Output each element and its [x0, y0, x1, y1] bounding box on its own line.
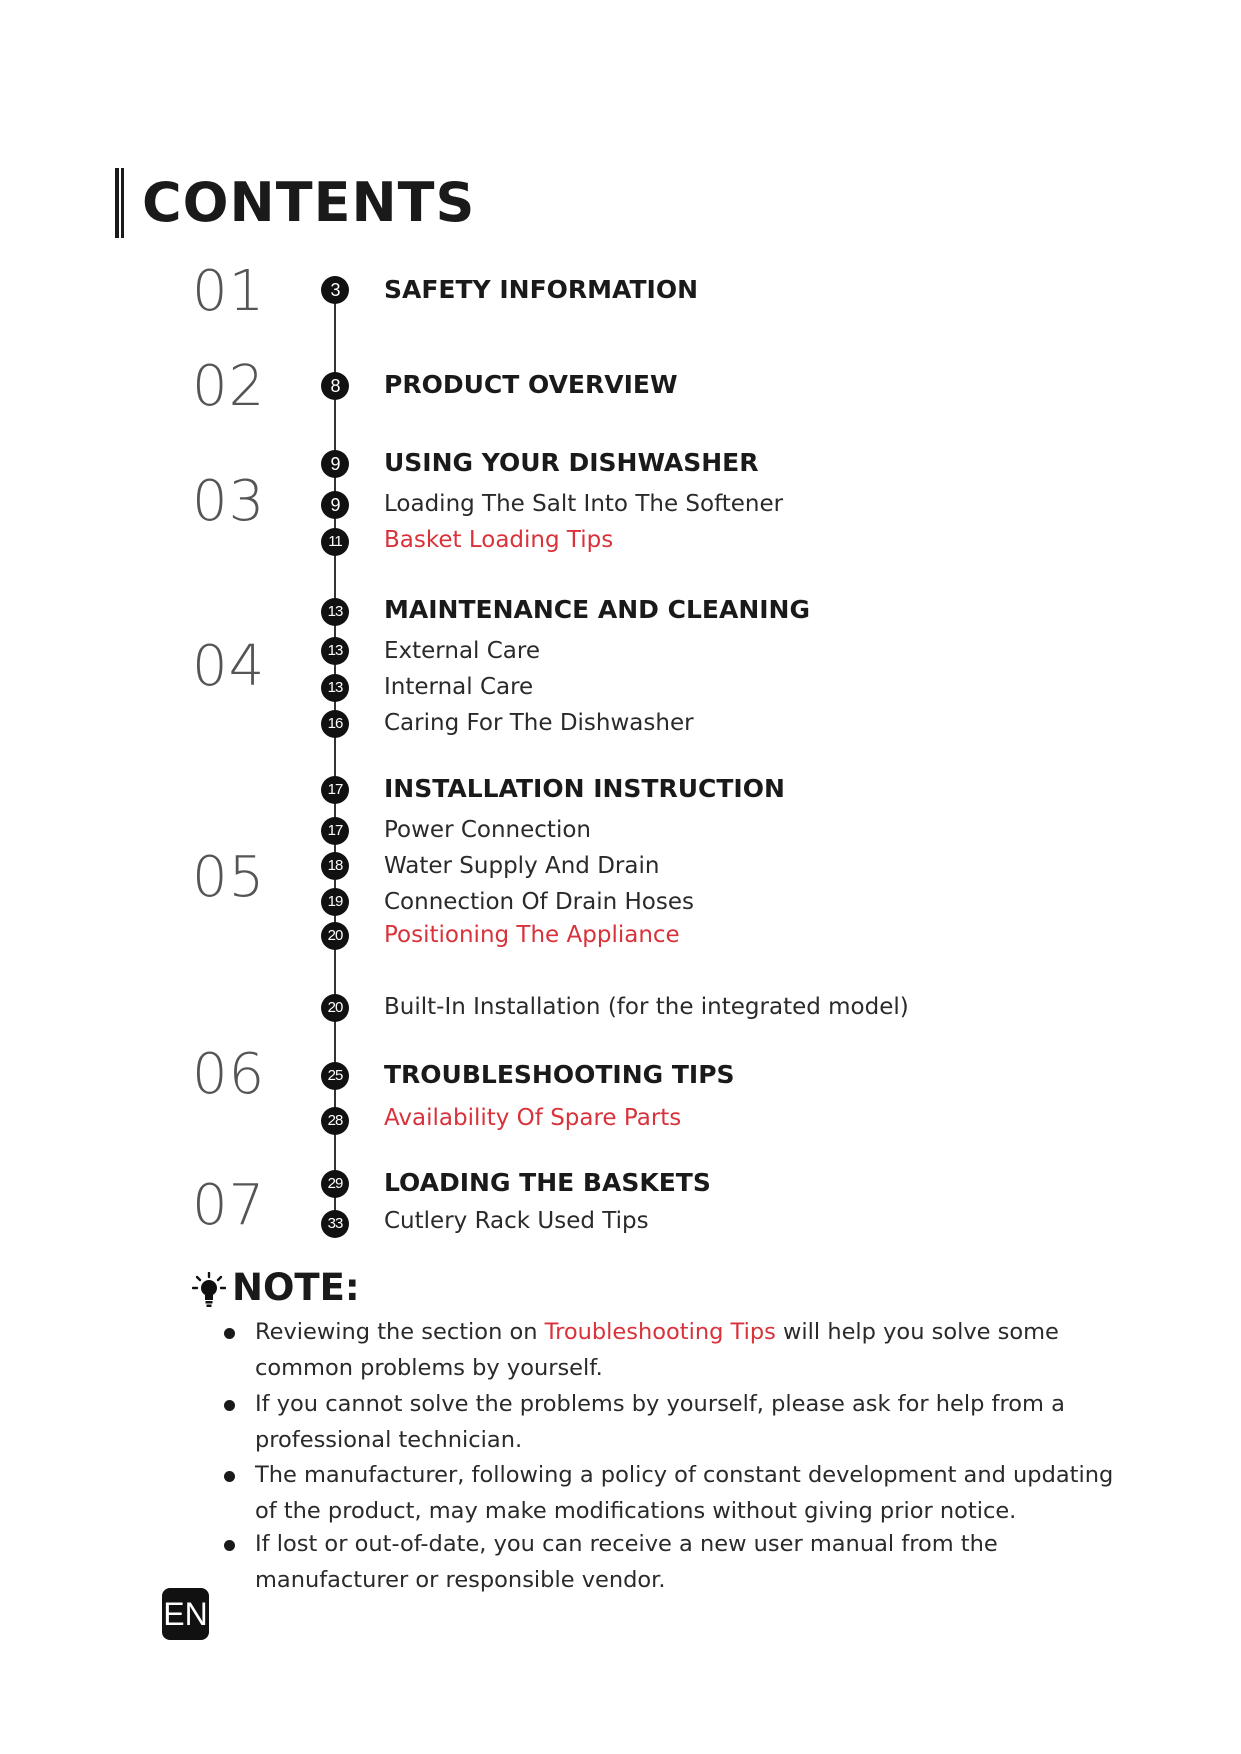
page-badge: 13: [321, 637, 349, 665]
page-badge: 17: [321, 776, 349, 804]
note-item-1: [255, 1314, 1125, 1386]
note-item-3: The manufacturer, following a policy of constant development and updating of the product, may make modifications without giving prior notice.: [255, 1462, 1114, 1524]
page-badge: 13: [321, 674, 349, 702]
title-accent-bar: [115, 168, 119, 238]
note-title: NOTE:: [232, 1266, 360, 1309]
page-badge: 29: [321, 1170, 349, 1198]
page-badge: 8: [321, 372, 349, 400]
page-title: CONTENTS: [142, 171, 476, 234]
page-badge: 16: [321, 710, 349, 738]
toc-entry-caring-for-dishwasher[interactable]: Caring For The Dishwasher: [384, 710, 694, 736]
toc-entry-positioning-the-appliance[interactable]: Positioning The Appliance: [384, 922, 680, 948]
toc-entry-internal-care[interactable]: Internal Care: [384, 674, 534, 700]
title-accent-bar-inner: [121, 168, 124, 238]
bullet-dot: [224, 1471, 235, 1482]
bullet-dot: [224, 1400, 235, 1411]
page-badge: 20: [321, 994, 349, 1022]
note-item-4: If lost or out-of-date, you can receive a new user manual from the manufacturer or responsible vendor.: [255, 1531, 998, 1593]
chapter-number-04: 04: [192, 634, 266, 699]
toc-entry-basket-loading-tips[interactable]: Basket Loading Tips: [384, 527, 614, 553]
toc-entry-safety-information[interactable]: SAFETY INFORMATION: [384, 275, 698, 304]
toc-entry-maintenance-and-cleaning[interactable]: MAINTENANCE AND CLEANING: [384, 595, 811, 624]
page-badge: 9: [321, 450, 349, 478]
page-badge: 18: [321, 852, 349, 880]
note-item-2: If you cannot solve the problems by yourself, please ask for help from a professional technician.: [255, 1391, 1065, 1453]
chapter-number-02: 02: [192, 354, 266, 419]
troubleshooting-link[interactable]: Troubleshooting Tips: [544, 1319, 776, 1345]
page-badge: 9: [321, 491, 349, 519]
page-badge: 20: [321, 922, 349, 950]
toc-entry-power-connection[interactable]: Power Connection: [384, 817, 591, 843]
toc-entry-built-in-installation[interactable]: Built-In Installation (for the integrated model): [384, 994, 909, 1020]
page-badge: 11: [321, 528, 349, 556]
language-badge: EN: [162, 1588, 209, 1640]
toc-entry-troubleshooting-tips[interactable]: TROUBLESHOOTING TIPS: [384, 1060, 735, 1089]
bullet-dot: [224, 1540, 235, 1551]
page-badge: 17: [321, 817, 349, 845]
page-badge: 33: [321, 1210, 349, 1238]
toc-entry-availability-of-spare-parts[interactable]: Availability Of Spare Parts: [384, 1105, 682, 1131]
toc-entry-water-supply-and-drain[interactable]: Water Supply And Drain: [384, 853, 660, 879]
chapter-number-07: 07: [192, 1173, 266, 1238]
bullet-dot: [224, 1328, 235, 1339]
chapter-number-06: 06: [192, 1042, 266, 1107]
lightbulb-icon: [192, 1272, 226, 1308]
page-badge: 3: [321, 276, 349, 304]
chapter-number-03: 03: [192, 469, 266, 534]
page-badge: 19: [321, 888, 349, 916]
page-badge: 28: [321, 1107, 349, 1135]
page-badge: 25: [321, 1062, 349, 1090]
note-item-1-before: Reviewing the section on: [255, 1319, 545, 1345]
toc-entry-cutlery-rack-used-tips[interactable]: Cutlery Rack Used Tips: [384, 1208, 649, 1234]
chapter-number-05: 05: [192, 845, 266, 910]
toc-entry-loading-salt[interactable]: Loading The Salt Into The Softener: [384, 491, 784, 517]
toc-entry-product-overview[interactable]: PRODUCT OVERVIEW: [384, 370, 678, 399]
page-badge: 13: [321, 598, 349, 626]
toc-entry-installation-instruction[interactable]: INSTALLATION INSTRUCTION: [384, 774, 785, 803]
toc-entry-using-your-dishwasher[interactable]: USING YOUR DISHWASHER: [384, 448, 759, 477]
toc-entry-connection-of-drain-hoses[interactable]: Connection Of Drain Hoses: [384, 889, 694, 915]
toc-entry-external-care[interactable]: External Care: [384, 638, 540, 664]
toc-entry-loading-the-baskets[interactable]: LOADING THE BASKETS: [384, 1168, 711, 1197]
note-item-1-after: will help you solve some common problems by yourself.: [255, 1319, 1059, 1381]
chapter-number-01: 01: [192, 259, 266, 324]
